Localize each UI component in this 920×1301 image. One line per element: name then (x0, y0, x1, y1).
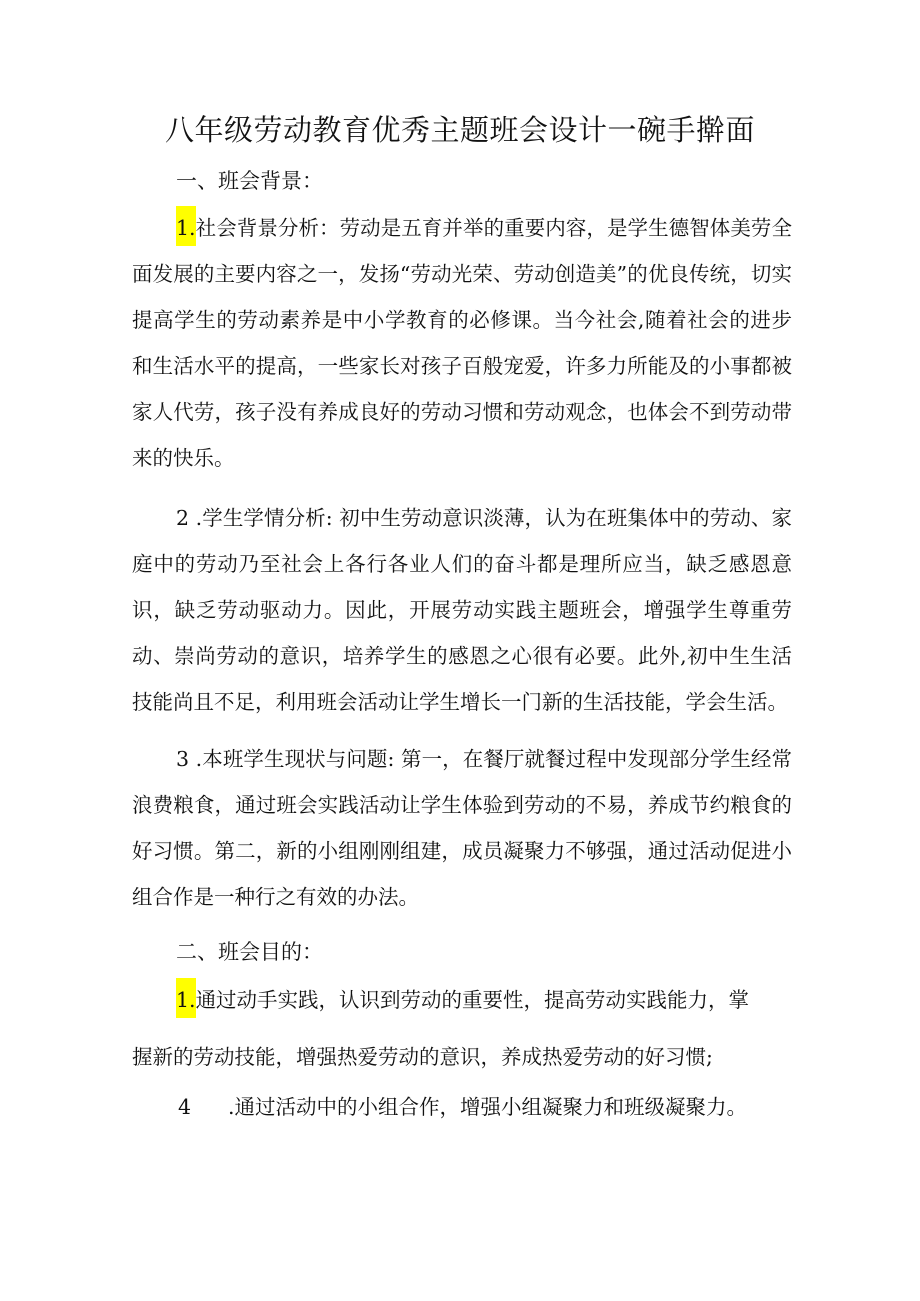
goal-text-line-2: 握新的劳动技能，增强热爱劳动的意识，养成热爱劳动的好习惯; (132, 1045, 713, 1069)
section-heading-background: 一、班会背景： (176, 169, 323, 193)
section-heading-purpose: 二、班会目的： (176, 940, 323, 964)
goal-text-line-1: 通过动手实践，认识到劳动的重要性，提高劳动实践能力，掌 (195, 988, 750, 1012)
goal-item-2-text: .通过活动中的小组合作，增强小组凝聚力和班级凝聚力。 (228, 1095, 748, 1119)
paragraph-class-status: 3 .本班学生现状与问题: 第一，在餐厅就餐过程中发现部分学生经常浪费粮食，通过班会实践活动让学生体验到劳动的不易，养成节约粮食的好习惯。第二，新的小组刚刚组建，成员凝聚力不够强，通过活动促进小组合作是一种行之有效的办法。 (132, 747, 792, 909)
paragraph-text: 社会背景分析：劳动是五育并举的重要内容，是学生德智体美劳全面发展的主要内容之一，发扬“劳动光荣、劳动创造美”的优良传统，切实提高学生的劳动素养是中小学教育的必修课。当今社会,随着社会的进步和生活水平的提高，一些家长对孩子百般宠爱，许多力所能及的小事都被家人代劳，孩子没有养成良好的劳动习惯和劳动观念，也体会不到劳动带来的快乐。 (132, 216, 792, 470)
highlighted-number-1: 1. (176, 978, 196, 1018)
highlighted-number-1: 1. (176, 206, 196, 246)
paragraph-social-background (132, 205, 792, 481)
document-title: 八年级劳动教育优秀主题班会设计一碗手擀面 (164, 113, 755, 147)
goal-item-1 (176, 985, 749, 1015)
goal-item-2-number: 4 (178, 1095, 192, 1119)
paragraph-student-analysis: 2 .学生学情分析: 初中生劳动意识淡薄，认为在班集体中的劳动、家庭中的劳动乃至社会上各行各业人们的奋斗都是理所应当，缺乏感恩意识，缺乏劳动驱动力。因此，开展劳动实践主题班会，增强学生尊重劳动、崇尚劳动的意识，培养学生的感恩之心很有必要。此外,初中生生活技能尚且不足，利用班会活动让学生增长一门新的生活技能，学会生活。 (132, 506, 792, 714)
